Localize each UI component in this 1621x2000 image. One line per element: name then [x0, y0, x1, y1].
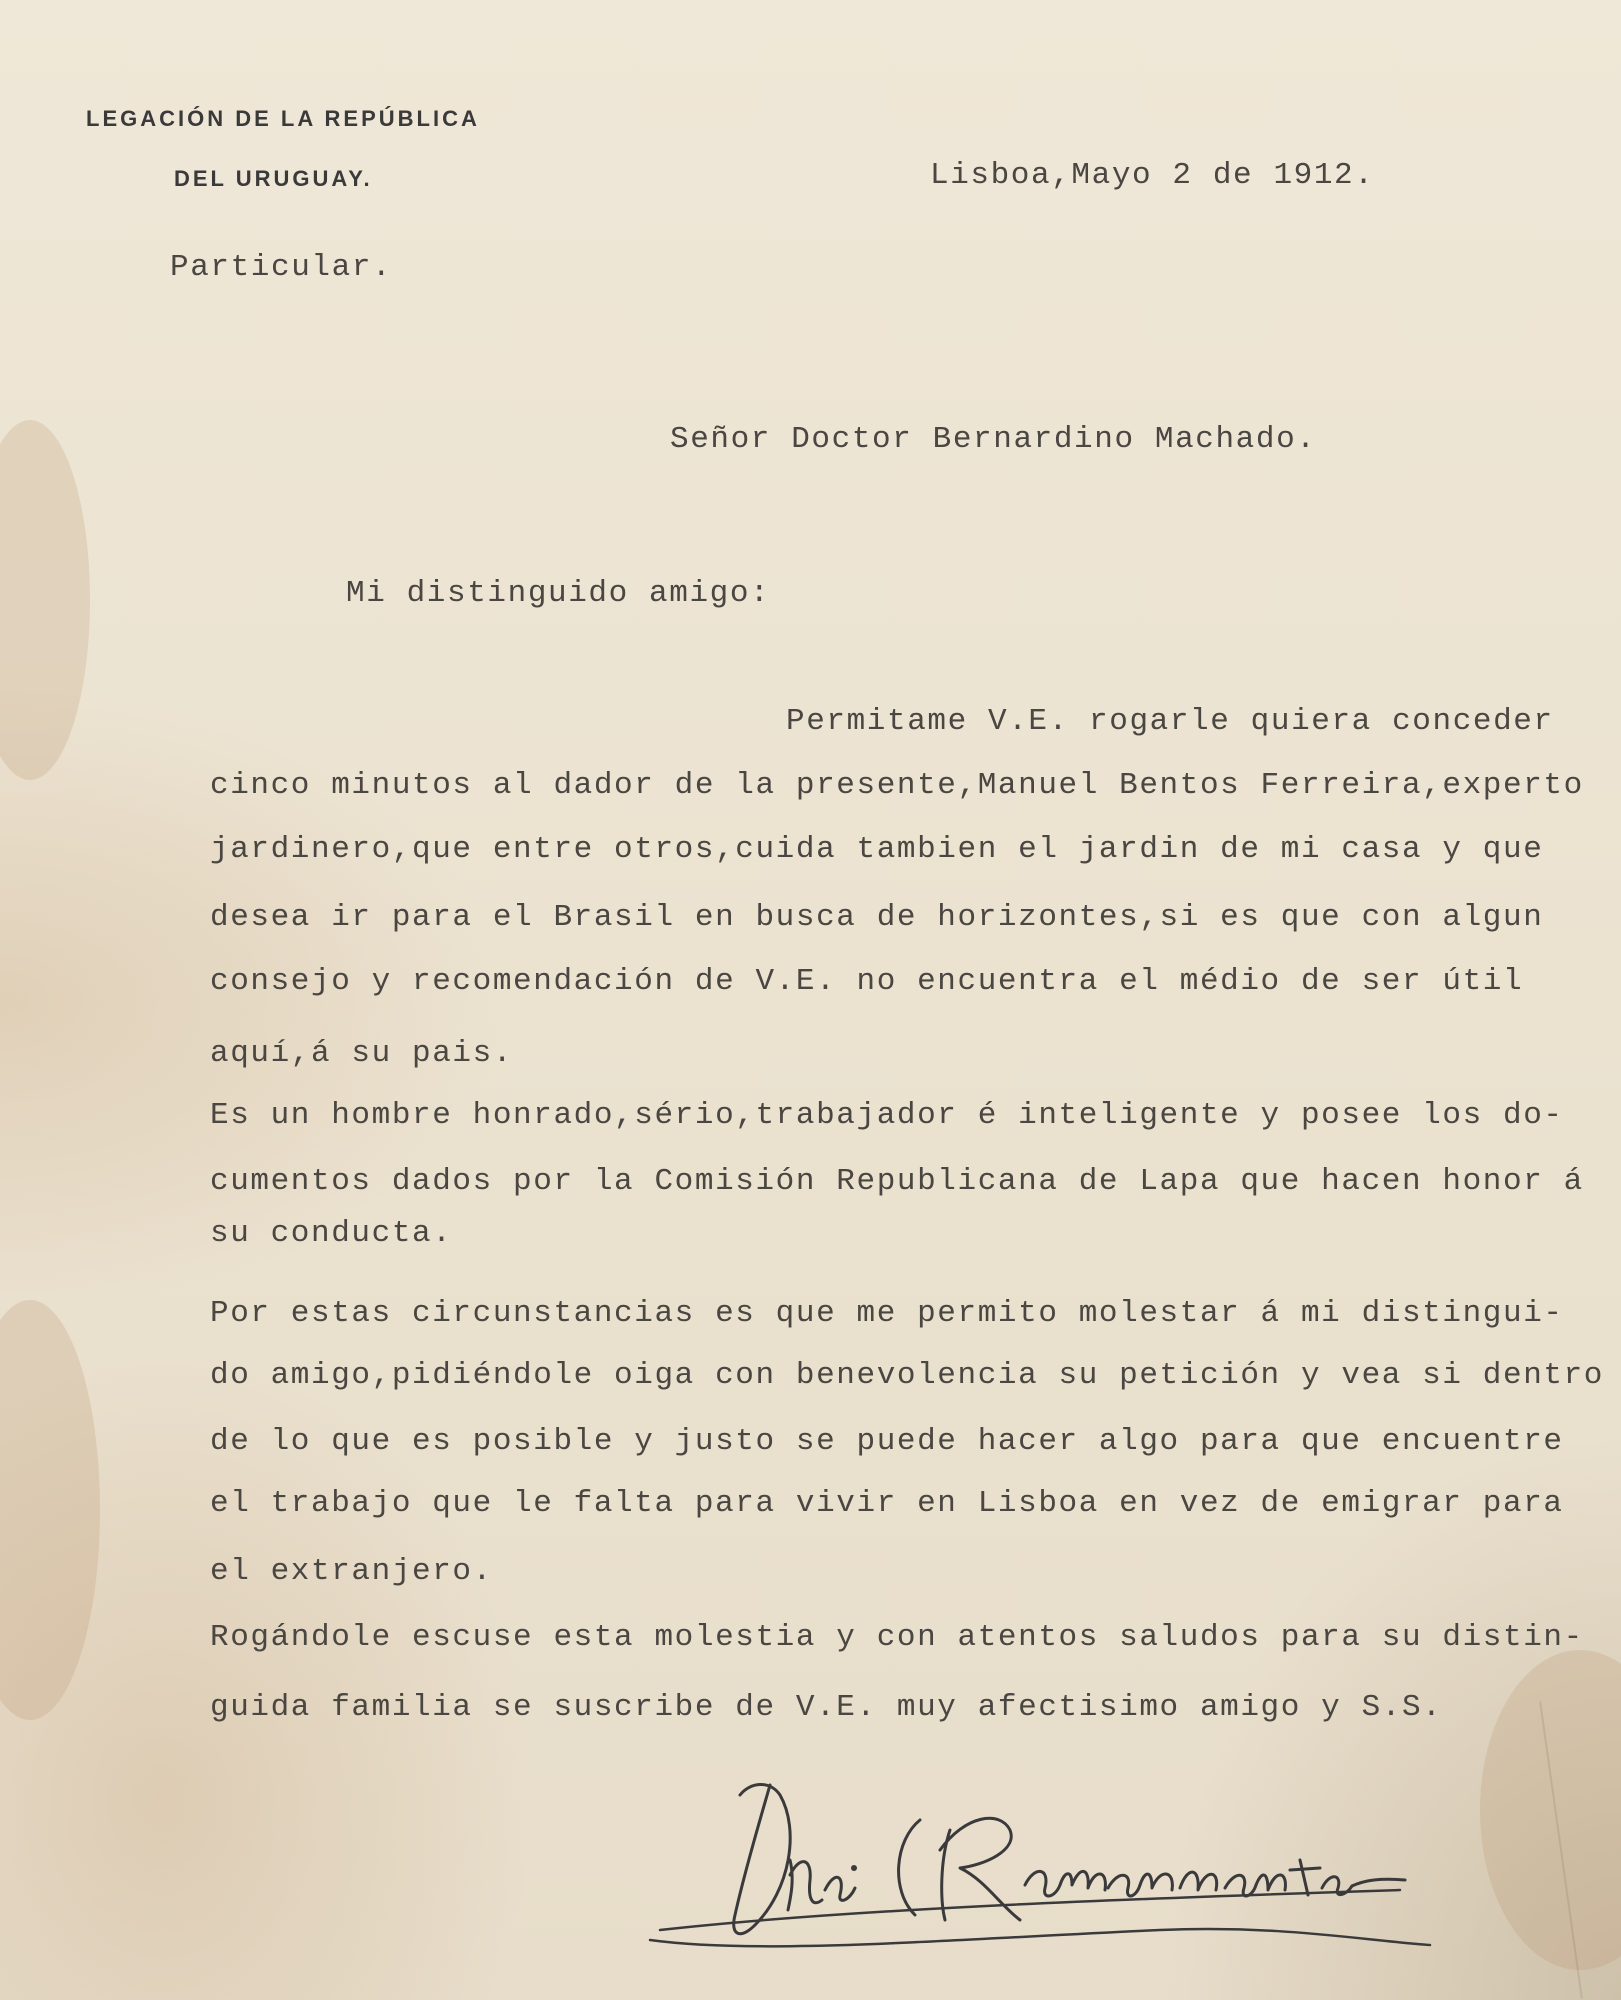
- body-line: do amigo,pidiéndole oiga con benevolencia su petición y vea si dentro: [210, 1358, 1605, 1393]
- body-line: Es un hombre honrado,sério,trabajador é inteligente y posee los do-: [210, 1098, 1564, 1133]
- handwritten-signature: [640, 1740, 1440, 1960]
- body-line: cinco minutos al dador de la presente,Manuel Bentos Ferreira,experto: [210, 768, 1584, 803]
- body-line: cumentos dados por la Comisión Republicana de Lapa que hacen honor á: [210, 1164, 1584, 1199]
- body-line: el extranjero.: [210, 1554, 493, 1589]
- body-line: Rogándole escuse esta molestia y con atentos saludos para su distin-: [210, 1620, 1584, 1655]
- body-line: guida familia se suscribe de V.E. muy afectisimo amigo y S.S.: [210, 1690, 1443, 1725]
- body-line: desea ir para el Brasil en busca de horizontes,si es que con algun: [210, 900, 1544, 935]
- letter-marking: Particular.: [170, 250, 393, 285]
- stain-left-upper: [0, 420, 90, 780]
- body-line: el trabajo que le falta para vivir en Lisboa en vez de emigrar para: [210, 1486, 1564, 1521]
- body-line: Permitame V.E. rogarle quiera conceder: [786, 704, 1554, 739]
- stain-left-lower: [0, 1300, 100, 1720]
- letterhead-line-2: DEL URUGUAY.: [174, 166, 373, 191]
- letterhead-line-1: LEGACIÓN DE LA REPÚBLICA: [86, 106, 480, 131]
- addressee-line: Señor Doctor Bernardino Machado.: [670, 422, 1317, 457]
- stain-bottom-right: [1480, 1650, 1621, 1970]
- body-line: de lo que es posible y justo se puede hacer algo para que encuentre: [210, 1424, 1564, 1459]
- body-line: su conducta.: [210, 1216, 453, 1251]
- body-line: Por estas circunstancias es que me permito molestar á mi distingui-: [210, 1296, 1564, 1331]
- body-line: jardinero,que entre otros,cuida tambien el jardin de mi casa y que: [210, 832, 1544, 867]
- body-line: consejo y recomendación de V.E. no encuentra el médio de ser útil: [210, 964, 1524, 999]
- body-line: aquí,á su pais.: [210, 1036, 514, 1071]
- salutation-line: Mi distinguido amigo:: [346, 576, 771, 611]
- letter-date: Lisboa,Mayo 2 de 1912.: [930, 158, 1375, 193]
